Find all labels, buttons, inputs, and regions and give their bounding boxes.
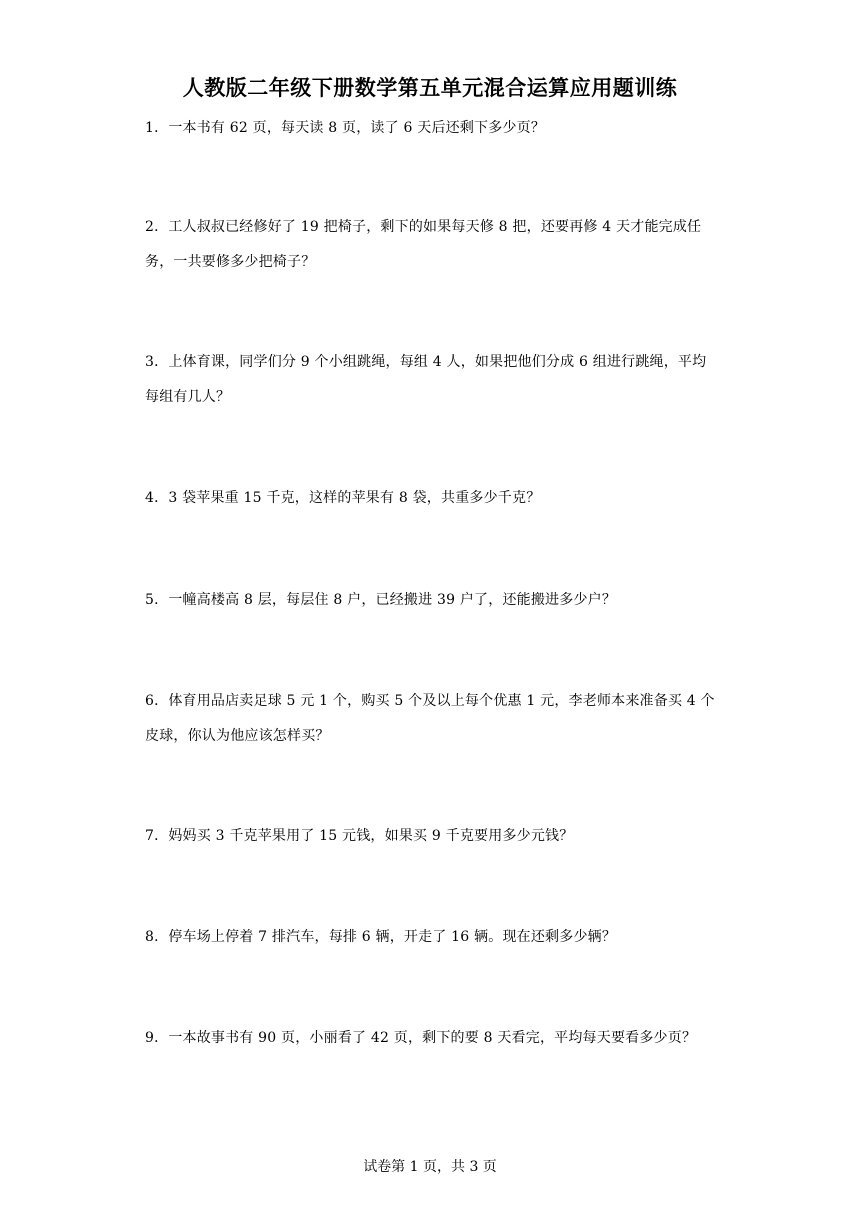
question-8 bbox=[145, 920, 720, 955]
question-1 bbox=[145, 111, 720, 146]
question-text: 上体育课，同学们分 9 个小组跳绳，每组 4 人，如果把他们分成 6 组进行跳绳，平均每组有几人？ bbox=[145, 354, 707, 405]
question-number: 9． bbox=[145, 1030, 169, 1046]
question-number: 7． bbox=[145, 828, 169, 844]
question-text: 停车场上停着 7 排汽车，每排 6 辆，开走了 16 辆。现在还剩多少辆？ bbox=[168, 929, 617, 945]
question-number: 2． bbox=[145, 219, 169, 235]
page-footer: 试卷第 1 页，共 3 页 bbox=[363, 1159, 497, 1175]
question-number: 1． bbox=[145, 120, 169, 136]
question-3 bbox=[145, 345, 720, 415]
question-7 bbox=[145, 819, 720, 854]
question-text: 3 袋苹果重 15 千克，这样的苹果有 8 袋，共重多少千克？ bbox=[168, 490, 541, 506]
question-4 bbox=[145, 481, 720, 516]
page-title: 人教版二年级下册数学第五单元混合运算应用题训练 bbox=[182, 76, 678, 100]
question-number: 3． bbox=[145, 354, 169, 370]
question-text: 妈妈买 3 千克苹果用了 15 元钱，如果买 9 千克要用多少元钱？ bbox=[168, 828, 574, 844]
question-text: 一幢高楼高 8 层，每层住 8 户，已经搬进 39 户了，还能搬进多少户？ bbox=[168, 592, 617, 608]
question-5 bbox=[145, 583, 720, 618]
question-number: 6． bbox=[145, 693, 169, 709]
question-9 bbox=[145, 1021, 720, 1056]
question-number: 8． bbox=[145, 929, 169, 945]
question-2 bbox=[145, 210, 720, 280]
question-text: 工人叔叔已经修好了 19 把椅子，剩下的如果每天修 8 把，还要再修 4 天才能完成任务，一共要修多少把椅子？ bbox=[145, 219, 702, 270]
question-number: 5． bbox=[145, 592, 169, 608]
question-text: 一本书有 62 页，每天读 8 页，读了 6 天后还剩下多少页？ bbox=[168, 120, 546, 136]
question-text: 一本故事书有 90 页，小丽看了 42 页，剩下的要 8 天看完，平均每天要看多少页？ bbox=[168, 1030, 697, 1046]
question-text: 体育用品店卖足球 5 元 1 个，购买 5 个及以上每个优惠 1 元，李老师本来准备买 4 个皮球，你认为他应该怎样买？ bbox=[145, 693, 715, 744]
question-number: 4． bbox=[145, 490, 169, 506]
question-6 bbox=[145, 684, 720, 754]
